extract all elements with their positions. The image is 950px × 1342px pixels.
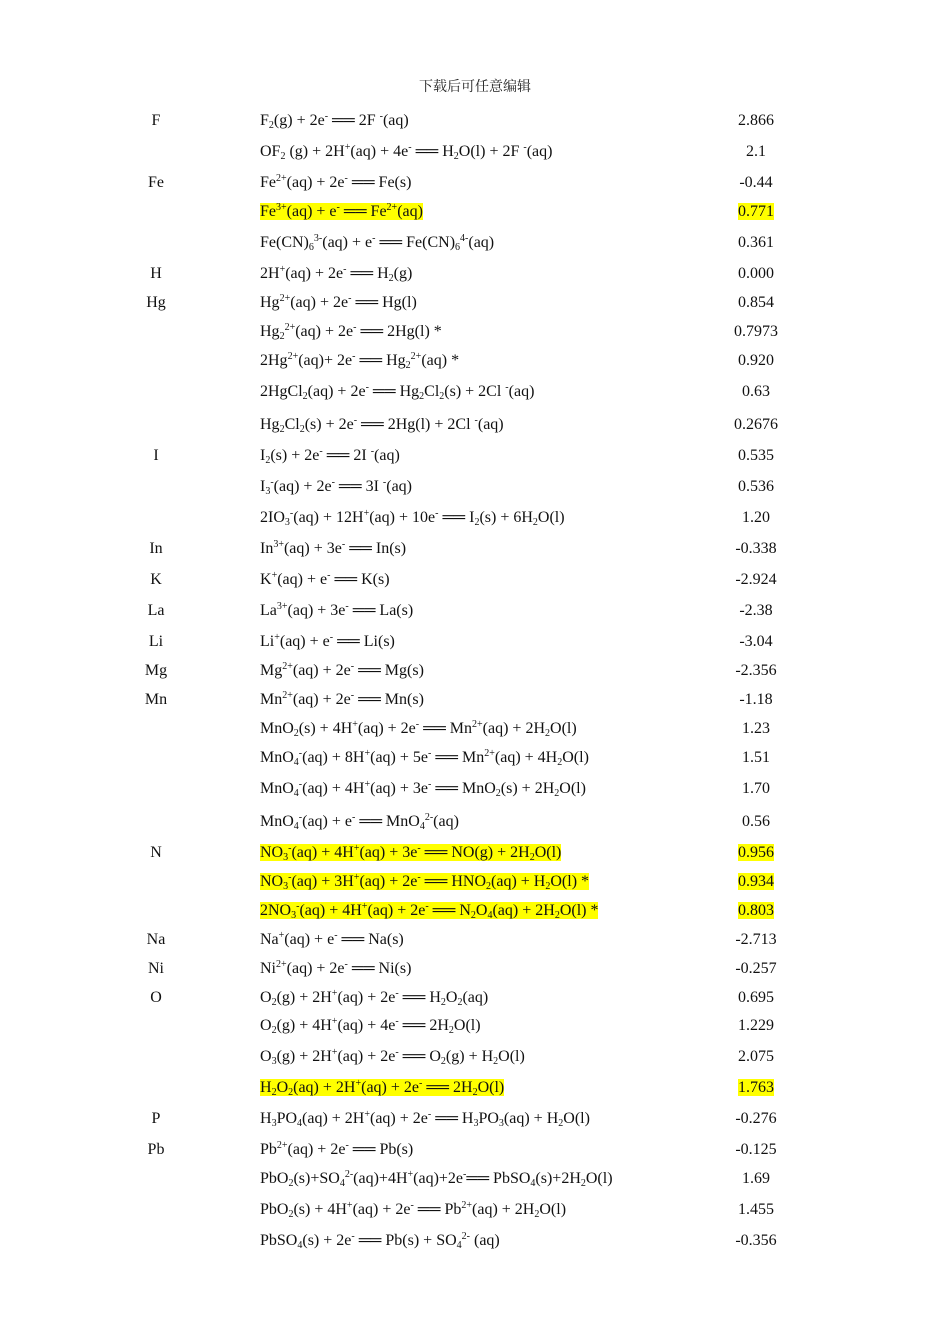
potential-value-text: 1.51	[742, 749, 770, 766]
half-reaction	[260, 1045, 525, 1069]
potential-value	[720, 810, 792, 834]
potential-value-text: -2.38	[739, 602, 773, 619]
potential-value-text: 2.866	[738, 112, 774, 129]
potential-value-text: -2.924	[735, 571, 777, 588]
half-reaction-text: $Ni^{2+}(aq) + 2e^-$ ══ Ni(s)	[260, 959, 412, 977]
potential-value-text: -0.257	[735, 960, 777, 977]
half-reaction	[260, 1229, 500, 1253]
half-reaction-text: $O_2(g) + 2H^+(aq) + 2e^-$ ══ $H_2O_2(aq)$	[260, 988, 489, 1008]
element-symbol: Mn	[144, 691, 168, 708]
potential-value-text: -0.125	[735, 1141, 777, 1158]
half-reaction-text: $I_3^-(aq) + 2e^-$ ══ 3I -(aq)	[260, 477, 413, 497]
element-symbol: Mg	[144, 662, 168, 679]
potential-value	[720, 413, 792, 437]
half-reaction	[260, 957, 411, 981]
potential-value-text: 0.920	[738, 352, 774, 369]
half-reaction	[260, 380, 534, 404]
half-reaction	[260, 841, 561, 865]
half-reaction-text: $Hg_2^{2+}(aq) + 2e^-$ ══ 2Hg(l) *	[260, 322, 442, 342]
half-reaction	[260, 870, 589, 894]
potential-value-text: 1.69	[742, 1170, 770, 1187]
potential-value-text: -2.356	[735, 662, 777, 679]
element-symbol: H	[150, 265, 162, 282]
half-reaction-text: $Mg^{2+}(aq) + 2e^-$ ══ Mg(s)	[260, 661, 424, 679]
potential-value-text: 1.763	[738, 1079, 774, 1096]
half-reaction	[260, 630, 395, 654]
half-reaction-text: $2NO_3^-(aq) + 4H^+(aq) + 2e^-$ ══ $N_2O_4(aq) + 2H_2O(l)$ *	[260, 901, 599, 921]
table-row	[0, 870, 950, 894]
potential-value	[720, 568, 792, 592]
potential-value	[720, 231, 792, 255]
potential-value	[720, 320, 792, 344]
table-row	[0, 630, 950, 654]
table-row	[0, 262, 950, 286]
half-reaction	[260, 320, 442, 344]
potential-value	[720, 717, 792, 741]
potential-value-text: 0.695	[738, 989, 774, 1006]
potential-value	[720, 1045, 792, 1069]
table-row	[0, 568, 950, 592]
potential-value	[720, 599, 792, 623]
potential-value-text: 0.2676	[734, 416, 778, 433]
table-row	[0, 413, 950, 437]
potential-value	[720, 986, 792, 1010]
potential-value	[720, 928, 792, 952]
half-reaction	[260, 140, 552, 164]
half-reaction	[260, 1014, 481, 1038]
half-reaction-text: $O_3(g) + 2H^+(aq) + 2e^-$ ══ $O_2(g) + H_2O(l)$	[260, 1047, 525, 1067]
potential-value	[720, 1014, 792, 1038]
half-reaction-text: $F_2(g) + 2e^-$ ══ 2F -(aq)	[260, 111, 409, 131]
potential-value-text: 0.63	[742, 383, 770, 400]
element-symbol: Li	[148, 633, 164, 650]
potential-value	[720, 109, 792, 133]
half-reaction	[260, 599, 413, 623]
half-reaction	[260, 1076, 504, 1100]
half-reaction-text: $2Hg^{2+}(aq)+ 2e^-$ ══ $Hg_2^{2+}(aq)$ *	[260, 351, 460, 371]
half-reaction-text: $Fe^{2+}(aq) + 2e^-$ ══ Fe(s)	[260, 173, 412, 191]
half-reaction-text: $O_2(g) + 4H^+(aq) + 4e^-$ ══ $2H_2O(l)$	[260, 1016, 481, 1036]
half-reaction-text: MnO$_4$-(aq) + 4H+(aq) + 3e- ══ $MnO_2(s) + 2H_2O(l)$	[260, 779, 586, 799]
half-reaction-text: $H_2O_2(aq) + 2H^+(aq) + 2e^-$ ══ $2H_2O(l)$	[260, 1078, 505, 1098]
element-symbol: Ni	[148, 960, 164, 977]
potential-value	[720, 1229, 792, 1253]
potential-value-text: 0.934	[738, 873, 774, 890]
potential-value-text: 0.56	[742, 813, 770, 830]
potential-value	[720, 746, 792, 770]
half-reaction-text: 2H+(aq) + 2e- ══ $H_2(g)$	[260, 264, 413, 284]
potential-value	[720, 380, 792, 404]
element-symbol: Pb	[147, 1141, 165, 1158]
table-row	[0, 1138, 950, 1162]
potential-value-text: -0.276	[735, 1110, 777, 1127]
half-reaction-text: $OF_2$ (g) + 2H+(aq) + 4e- ══ $H_2O(l) + 2F$ -(aq)	[260, 142, 553, 162]
potential-value-text: 0.000	[738, 265, 774, 282]
potential-value-text: 1.455	[738, 1201, 774, 1218]
potential-value	[720, 1167, 792, 1191]
half-reaction	[260, 777, 586, 801]
half-reaction	[260, 231, 494, 255]
half-reaction-text: $Fe(CN)_6^{3-}(aq) + e^-$ ══ $Fe(CN)_6^{4-}(aq)$	[260, 233, 495, 253]
element-symbol: I	[153, 447, 159, 464]
potential-value	[720, 688, 792, 712]
half-reaction	[260, 1107, 590, 1131]
table-row	[0, 1076, 950, 1100]
half-reaction-text: MnO$_4$-(aq) + e- ══ MnO$_4^{2-}$(aq)	[260, 812, 459, 832]
potential-value-text: 2.1	[746, 143, 766, 160]
element-symbol: K	[150, 571, 162, 588]
half-reaction-text: $PbO_2(s)+SO_4^{2-}(aq)+4H^+(aq)+2e^-══$ $PbSO_4(s)+2H_2O(l)$	[260, 1169, 613, 1189]
half-reaction	[260, 746, 589, 770]
half-reaction	[260, 475, 412, 499]
table-row	[0, 1107, 950, 1131]
table-row	[0, 841, 950, 865]
table-row	[0, 109, 950, 133]
table-row	[0, 777, 950, 801]
half-reaction-text: PbSO$_4$(s) + 2e- ══ $Pb(s) + SO_4^{2-}$ (aq)	[260, 1231, 500, 1251]
table-row	[0, 957, 950, 981]
half-reaction	[260, 986, 488, 1010]
potential-value	[720, 171, 792, 195]
half-reaction	[260, 717, 577, 741]
table-row	[0, 349, 950, 373]
table-row	[0, 380, 950, 404]
half-reaction-text: $Mn^{2+}(aq) + 2e^-$ ══ Mn(s)	[260, 690, 424, 708]
potential-value	[720, 200, 792, 224]
potential-value-text: 1.20	[742, 509, 770, 526]
half-reaction-text: Na+(aq) + e- ══ Na(s)	[260, 930, 404, 948]
potential-value	[720, 262, 792, 286]
half-reaction-text: 2HgCl$_2$(aq) + 2e- ══ $Hg_2Cl_2(s) + 2Cl$ -(aq)	[260, 382, 535, 402]
table-row	[0, 171, 950, 195]
potential-value	[720, 1076, 792, 1100]
half-reaction-text: $2IO_3^-(aq) + 12H^+(aq) + 10e^-$ ══ $I_2(s) + 6H_2O(l)$	[260, 508, 565, 528]
table-row	[0, 659, 950, 683]
potential-value-text: 0.956	[738, 844, 774, 861]
element-symbol: F	[151, 112, 161, 129]
half-reaction-text: $H_3PO_4(aq) + 2H^+(aq) + 2e^-$ ══ $H_3PO_3(aq) + H_2O(l)$	[260, 1109, 590, 1129]
half-reaction-text: $NO_3^-(aq) + 4H^+(aq) + 3e^-$ ══ $NO(g) + 2H_2O(l)$	[260, 843, 562, 863]
table-row	[0, 599, 950, 623]
table-row	[0, 444, 950, 468]
half-reaction-text: $In^{3+}(aq) + 3e^-$ ══ In(s)	[260, 539, 407, 557]
half-reaction	[260, 899, 598, 923]
potential-value-text: -0.356	[735, 1232, 777, 1249]
potential-value-text: 0.854	[738, 294, 774, 311]
table-row	[0, 1014, 950, 1038]
table-row	[0, 475, 950, 499]
table-row	[0, 717, 950, 741]
half-reaction	[260, 109, 409, 133]
potential-value-text: -3.04	[739, 633, 773, 650]
table-row	[0, 899, 950, 923]
potential-value-text: -0.338	[735, 540, 777, 557]
table-row	[0, 320, 950, 344]
half-reaction	[260, 291, 417, 315]
half-reaction-text: Li+(aq) + e- ══ Li(s)	[260, 632, 395, 650]
element-symbol: P	[151, 1110, 161, 1127]
table-row	[0, 1045, 950, 1069]
potential-value-text: 1.23	[742, 720, 770, 737]
potential-value	[720, 140, 792, 164]
half-reaction	[260, 537, 406, 561]
table-row	[0, 1198, 950, 1222]
half-reaction-text: K+(aq) + e- ══ K(s)	[260, 570, 390, 588]
half-reaction-text: $NO_3^-(aq) + 3H^+(aq) + 2e^-$ ══ $HNO_2(aq) + H_2O(l)$ *	[260, 872, 590, 892]
potential-value-text: 1.70	[742, 780, 770, 797]
half-reaction	[260, 444, 400, 468]
table-row	[0, 537, 950, 561]
table-row	[0, 140, 950, 164]
element-symbol: La	[147, 602, 165, 619]
half-reaction	[260, 928, 404, 952]
potential-value-text: 0.361	[738, 234, 774, 251]
table-row	[0, 810, 950, 834]
potential-value	[720, 1198, 792, 1222]
table-row	[0, 746, 950, 770]
half-reaction-text: $I_2(s) + 2e^-$ ══ 2I -(aq)	[260, 446, 400, 466]
element-symbol: Fe	[148, 174, 164, 191]
potential-value-text: 0.803	[738, 902, 774, 919]
half-reaction-text: MnO$_4$-(aq) + 8H+(aq) + 5e- ══ $Mn^{2+}(aq) + 4H_2O(l)$	[260, 748, 589, 768]
potential-value	[720, 506, 792, 530]
potential-value	[720, 659, 792, 683]
table-row	[0, 1229, 950, 1253]
half-reaction	[260, 262, 412, 286]
potential-value-text: 0.536	[738, 478, 774, 495]
half-reaction	[260, 810, 459, 834]
potential-value	[720, 444, 792, 468]
half-reaction	[260, 506, 565, 530]
potential-value-text: 0.771	[738, 203, 774, 220]
potential-value	[720, 957, 792, 981]
element-symbol: O	[150, 989, 162, 1006]
potential-value	[720, 777, 792, 801]
table-row	[0, 506, 950, 530]
half-reaction	[260, 659, 424, 683]
half-reaction-text: MnO$_2$(s) + 4H+(aq) + 2e- ══ $Mn^{2+}(aq) + 2H_2O(l)$	[260, 719, 577, 739]
half-reaction-text: $Fe^{3+}(aq) + e^-$ ══ $Fe^{2+}(aq)$	[260, 202, 423, 220]
potential-value-text: 0.7973	[734, 323, 778, 340]
element-symbol: Na	[146, 931, 166, 948]
element-symbol: N	[150, 844, 162, 861]
half-reaction	[260, 568, 390, 592]
potential-value	[720, 291, 792, 315]
potential-value-text: 0.535	[738, 447, 774, 464]
potential-value-text: 2.075	[738, 1048, 774, 1065]
potential-value-text: 1.229	[738, 1017, 774, 1034]
half-reaction-text: PbO$_2$(s) + 4H+(aq) + 2e- ══ $Pb^{2+}(aq) + 2H_2O(l)$	[260, 1200, 567, 1220]
table-row	[0, 986, 950, 1010]
table-row	[0, 231, 950, 255]
page-header: 下载后可任意编辑	[419, 79, 531, 95]
element-symbol: In	[149, 540, 163, 557]
element-symbol: Hg	[146, 294, 166, 311]
table-row	[0, 1167, 950, 1191]
potential-value	[720, 475, 792, 499]
potential-value	[720, 1107, 792, 1131]
half-reaction	[260, 200, 423, 224]
half-reaction	[260, 1138, 413, 1162]
half-reaction-text: $Pb^{2+}(aq) + 2e^-$ ══ Pb(s)	[260, 1140, 414, 1158]
potential-value-text: -2.713	[735, 931, 777, 948]
half-reaction	[260, 688, 424, 712]
table-row	[0, 291, 950, 315]
potential-value	[720, 537, 792, 561]
potential-value	[720, 630, 792, 654]
half-reaction	[260, 171, 411, 195]
table-row	[0, 200, 950, 224]
potential-value	[720, 841, 792, 865]
half-reaction-text: $Hg_2Cl_2(s) + 2e^-$ ══ 2Hg(l) + 2Cl -(aq)	[260, 415, 504, 435]
half-reaction	[260, 413, 504, 437]
table-row	[0, 928, 950, 952]
half-reaction-text: $La^{3+}(aq) + 3e^-$ ══ La(s)	[260, 601, 414, 619]
half-reaction	[260, 1198, 566, 1222]
potential-value	[720, 1138, 792, 1162]
potential-value	[720, 349, 792, 373]
half-reaction-text: $Hg^{2+}(aq) + 2e^-$ ══ Hg(l)	[260, 293, 417, 311]
potential-value	[720, 870, 792, 894]
table-row	[0, 688, 950, 712]
potential-value	[720, 899, 792, 923]
potential-value-text: -1.18	[739, 691, 773, 708]
half-reaction	[260, 349, 459, 373]
potential-value-text: -0.44	[739, 174, 773, 191]
half-reaction	[260, 1167, 613, 1191]
